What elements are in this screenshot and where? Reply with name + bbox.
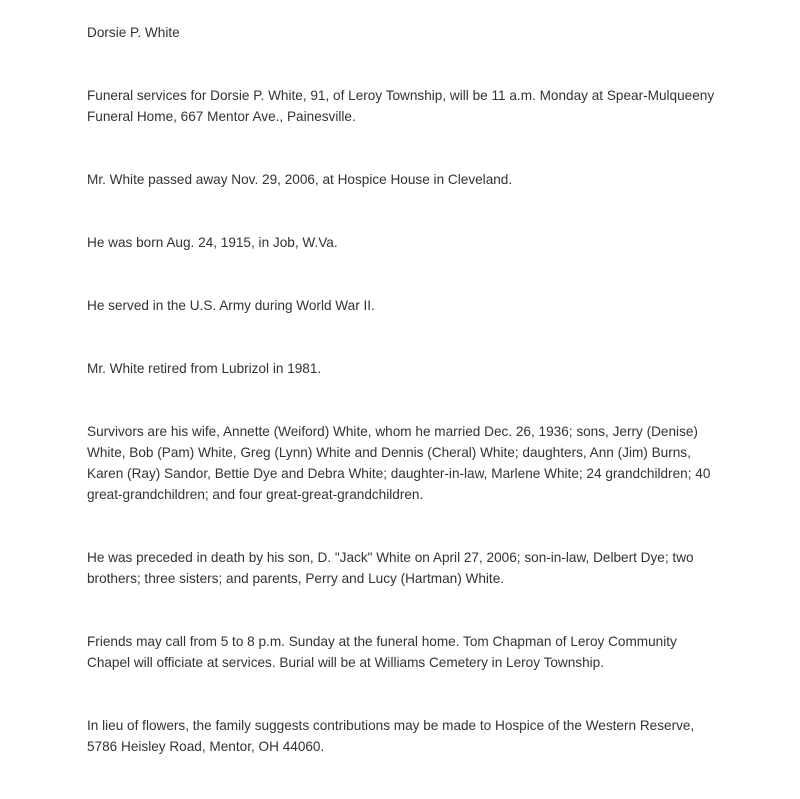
paragraph-military-service: He served in the U.S. Army during World War II. — [87, 298, 375, 313]
obituary-article — [87, 22, 717, 799]
paragraph-preceded-in-death: He was preceded in death by his son, D. "Jack" White on April 27, 2006; son-in-law, Delbert Dye; two brothers; three sisters; and parents, Perry and Lucy (Hartman) White. — [87, 550, 694, 586]
paragraph-retirement: Mr. White retired from Lubrizol in 1981. — [87, 361, 322, 376]
obituary-name: Dorsie P. White — [87, 25, 180, 40]
paragraph-survivors: Survivors are his wife, Annette (Weiford) White, whom he married Dec. 26, 1936; sons, Jerry (Denise) White, Bob (Pam) White, Greg (Lynn) White and Dennis (Cheral) White; daughters, Ann (Jim) Burns, Karen (Ray) Sandor, Bettie Dye and Debra White; daughter-in-law, Marlene White; 24 grandchildren; 40 great-grandchildren; and four great-great-grandchildren. — [87, 424, 711, 502]
paragraph-funeral-services: Funeral services for Dorsie P. White, 91, of Leroy Township, will be 11 a.m. Monday at Spear-Mulqueeny Funeral Home, 667 Mentor Ave., Painesville. — [87, 88, 715, 124]
paragraph-passed-away: Mr. White passed away Nov. 29, 2006, at Hospice House in Cleveland. — [87, 172, 513, 187]
paragraph-visitation: Friends may call from 5 to 8 p.m. Sunday at the funeral home. Tom Chapman of Leroy Community Chapel will officiate at services. Burial will be at Williams Cemetery in Leroy Township. — [87, 634, 677, 670]
paragraph-contributions: In lieu of flowers, the family suggests contributions may be made to Hospice of the Western Reserve, 5786 Heisley Road, Mentor, OH 44060. — [87, 718, 695, 754]
paragraph-born: He was born Aug. 24, 1915, in Job, W.Va. — [87, 235, 338, 250]
